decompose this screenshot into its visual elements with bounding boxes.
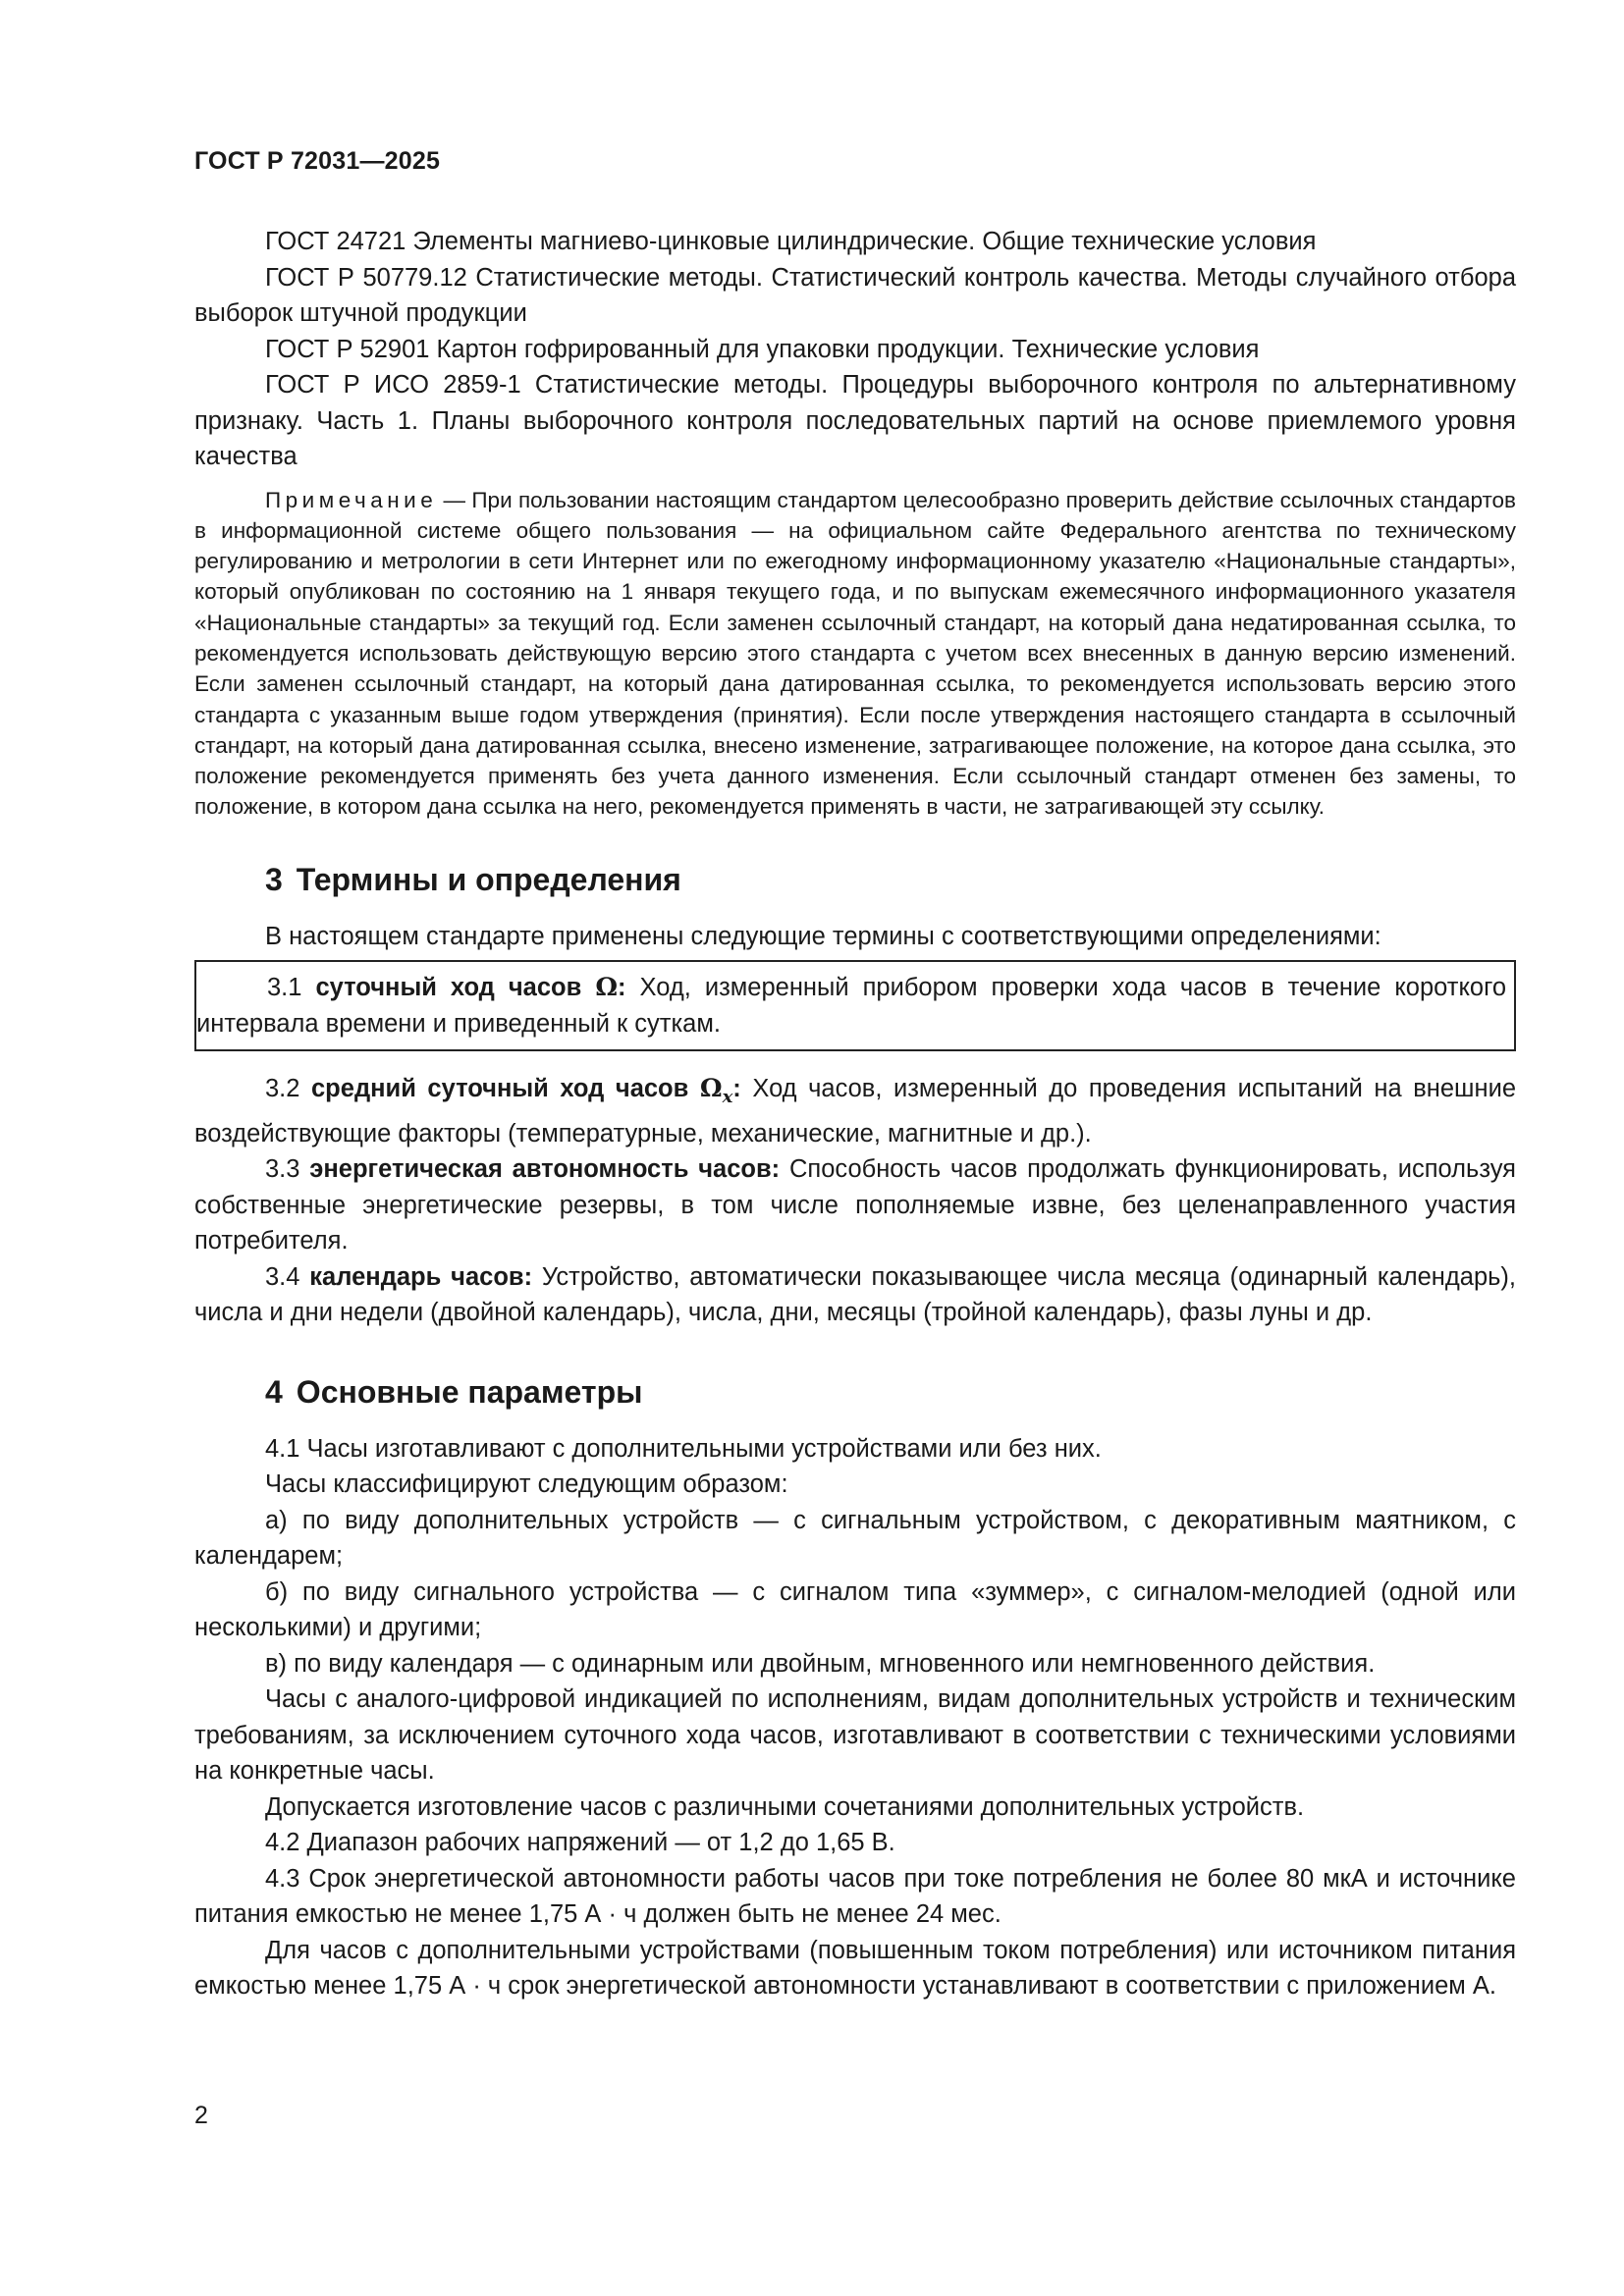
term-symbol-subscript: x	[722, 1087, 733, 1108]
term-number: 3.4	[265, 1262, 300, 1291]
section-paragraph: в) по виду календаря — с одинарным или двойным, мгновенного или немгновенного действия.	[265, 1649, 1376, 1678]
term-definition: 3.1 суточный ход часов Ω: Ход, измеренный прибором проверки хода часов в течение короткого интервала времени и приведенный к суткам.	[196, 973, 1506, 1038]
section-number: 3	[265, 861, 283, 897]
section-paragraph: 4.2 Диапазон рабочих напряжений — от 1,2 до 1,65 В.	[265, 1829, 895, 1857]
note-label: Примечание	[265, 487, 438, 512]
term-def: Ход часов, измеренный до проведения испытаний на внешние воздействующие факторы (температурные, механические, магнитные и др.).	[194, 1075, 1517, 1148]
section-paragraph: Часы классифицируют следующим образом:	[265, 1470, 788, 1499]
term-definition: 3.4 календарь часов: Устройство, автоматически показывающее числа месяца (одинарный календарь), числа и дни недели (двойной календарь), числа, дни, месяцы (тройной календарь), фазы луны и др.	[194, 1262, 1516, 1327]
term-definition: 3.3 энергетическая автономность часов: Способность часов продолжать функционировать, используя собственные энергетические резервы, в том числе пополняемые извне, без целенаправленного участия потребителя.	[194, 1155, 1516, 1255]
normative-references	[194, 224, 1516, 475]
reference-item: ГОСТ Р 50779.12 Статистические методы. Статистический контроль качества. Методы случайного отбора выборок штучной продукции	[194, 263, 1516, 327]
term-number: 3.1	[267, 974, 302, 1002]
note-paragraph	[194, 485, 1516, 823]
term-symbol: Ω	[595, 973, 619, 1003]
section-paragraph: 4.1 Часы изготавливают с дополнительными устройствами или без них.	[265, 1434, 1102, 1463]
term-name: суточный ход часов	[315, 974, 582, 1002]
section-4	[194, 1372, 1516, 2004]
document-body	[194, 224, 1516, 2004]
term-name: календарь часов	[309, 1262, 524, 1291]
section-heading	[194, 860, 1516, 899]
section-paragraph: б) по виду сигнального устройства — с сигналом типа «зуммер», с сигналом-мелодией (одной или несколькими) и другими;	[194, 1577, 1516, 1642]
section-heading	[194, 1372, 1516, 1412]
term-name: средний суточный ход часов	[311, 1075, 689, 1103]
document-header: ГОСТ Р 72031—2025	[194, 147, 441, 175]
note-text: — При пользовании настоящим стандартом целесообразно проверить действие ссылочных стандартов в информационной системе общего пользования — на официальном сайте Федерального агентства по техническому регулированию и метрологии в сети Интернет или по ежегодному информационному указателю «Национальные стандарты», который опубликован по состоянию на 1 января текущего года, и по выпускам ежемесячного информационного указателя «Национальные стандарты» за текущий год. Если заменен ссылочный стандарт, на который дана недатированная ссылка, то рекомендуется использовать действующую версию этого стандарта с учетом всех внесенных в данную версию изменений. Если заменен ссылочный стандарт, на который дана датированная ссылка, то рекомендуется использовать версию этого стандарта с указанным выше годом утверждения (принятия). Если после утверждения настоящего стандарта в ссылочный стандарт, на который дана датированная ссылка, внесено изменение, затрагивающее положение, на которое дана ссылка, это положение рекомендуется применять без учета данного изменения. Если ссылочный стандарт отменен без замены, то положение, в котором дана ссылка на него, рекомендуется применять в части, не затрагивающей эту ссылку.	[194, 487, 1516, 820]
section-paragraph: а) по виду дополнительных устройств — с сигнальным устройством, с декоративным маятником, с календарем;	[194, 1506, 1516, 1571]
term-number: 3.2	[265, 1075, 300, 1103]
reference-item: ГОСТ Р ИСО 2859-1 Статистические методы. Процедуры выборочного контроля по альтернативному признаку. Часть 1. Планы выборочного контроля последовательных партий на основе приемлемого уровня качества	[194, 371, 1516, 470]
highlighted-term-box	[194, 960, 1516, 1051]
section-number: 4	[265, 1373, 283, 1410]
reference-item: ГОСТ Р 52901 Картон гофрированный для упаковки продукции. Технические условия	[265, 335, 1260, 363]
term-name: энергетическая автономность часов	[309, 1155, 772, 1184]
section-title: Термины и определения	[296, 861, 681, 897]
section-title: Основные параметры	[296, 1373, 643, 1410]
section-paragraph: Для часов с дополнительными устройствами (повышенным током потребления) или источником питания емкостью менее 1,75 А · ч срок энергетической автономности устанавливают в соответствии с приложением А.	[194, 1936, 1516, 2001]
page-number: 2	[194, 2102, 208, 2129]
reference-item: ГОСТ 24721 Элементы магниево-цинковые цилиндрические. Общие технические условия	[265, 228, 1317, 255]
section-paragraph: Часы с аналого-цифровой индикацией по исполнениям, видам дополнительных устройств и техническим требованиям, за исключением суточного хода часов, изготавливают в соответствии с техническими условиями на конкретные часы.	[194, 1685, 1516, 1786]
section-paragraph: Допускается изготовление часов с различными сочетаниями дополнительных устройств.	[265, 1792, 1305, 1821]
section-intro: В настоящем стандарте применены следующие термины с соответствующими определениями:	[265, 922, 1381, 950]
section-3	[194, 860, 1516, 1331]
section-paragraph: 4.3 Срок энергетической автономности работы часов при токе потребления не более 80 мкА и источнике питания емкостью не менее 1,75 А · ч должен быть не менее 24 мес.	[194, 1864, 1516, 1929]
note-block	[194, 485, 1516, 823]
term-symbol: Ω	[699, 1074, 723, 1104]
term-def: Ход, измеренный прибором проверки хода часов в течение короткого интервала времени и приведенный к суткам.	[196, 974, 1506, 1038]
term-number: 3.3	[265, 1155, 300, 1184]
term-definition: 3.2 средний суточный ход часов $\Omega_x$: Ход часов, измеренный до проведения испытаний на внешние воздействующие факторы (температурные, механические, магнитные и др.).	[194, 1074, 1517, 1148]
term-def: Устройство, автоматически показывающее числа месяца (одинарный календарь), числа и дни недели (двойной календарь), числа, дни, месяцы (тройной календарь), фазы луны и др.	[194, 1262, 1516, 1327]
term-def: Способность часов продолжать функционировать, используя собственные энергетические резервы, в том числе пополняемые извне, без целенаправленного участия потребителя.	[194, 1155, 1516, 1255]
